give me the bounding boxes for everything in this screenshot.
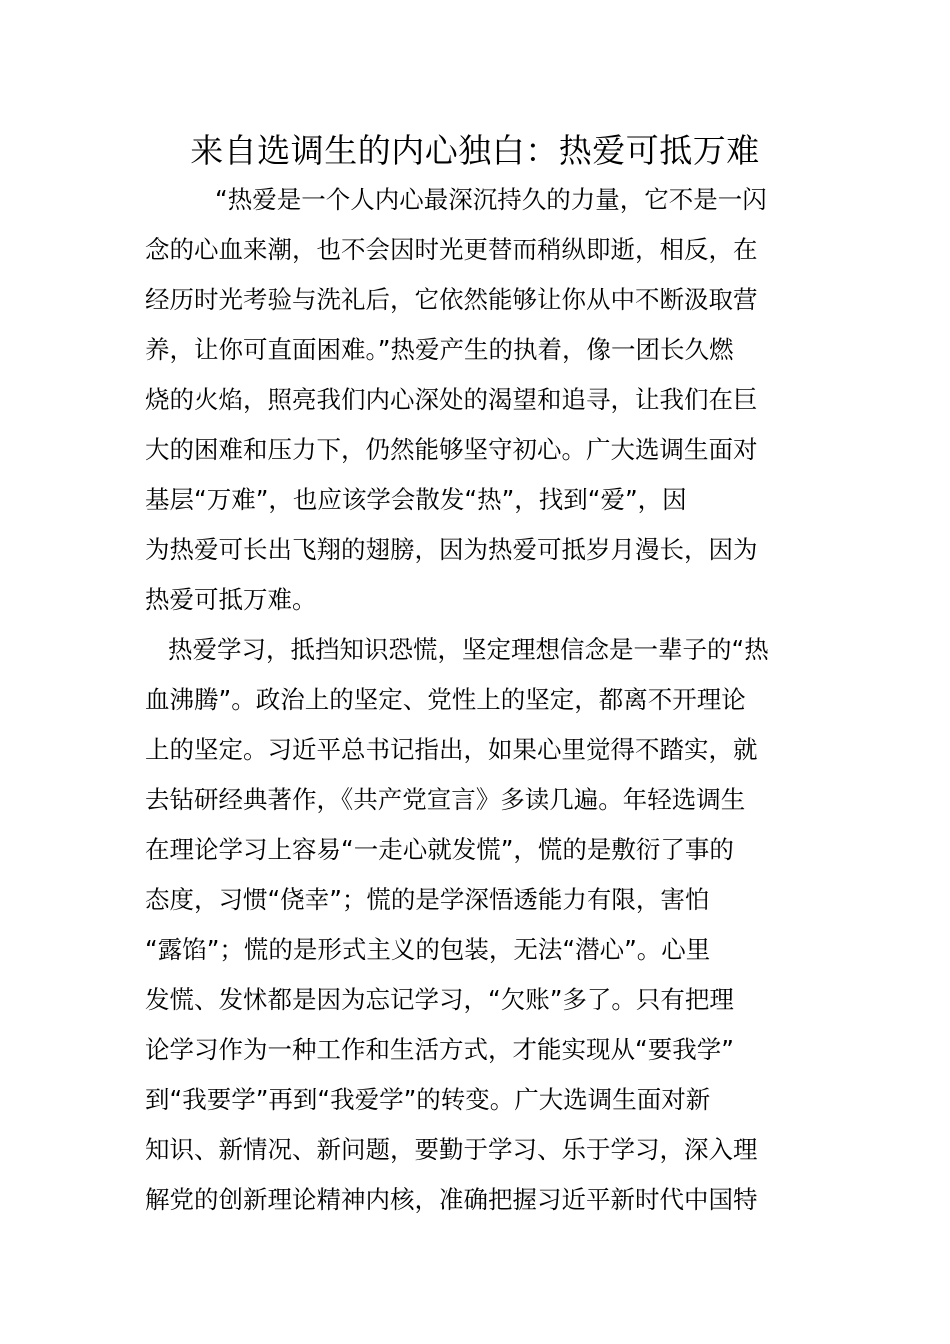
- paragraph-line: 养，让你可直面困难。”热爱产生的执着，像一团长久燃: [145, 335, 734, 364]
- paragraph-line: 知识、新情况、新问题，要勤于学习、乐于学习，深入理: [145, 1135, 758, 1164]
- paragraph-line: 去钻研经典著作，《共产党宣言》多读几遍。年轻选调生: [145, 785, 746, 814]
- paragraph-line: 念的心血来潮，也不会因时光更替而稍纵即逝，相反，在: [145, 235, 758, 264]
- paragraph-line: 上的坚定。习近平总书记指出，如果心里觉得不踏实，就: [145, 735, 758, 764]
- paragraph-line: “热爱是一个人内心最深沉持久的力量，它不是一闪: [215, 185, 767, 214]
- paragraph-line: 解党的创新理论精神内核，准确把握习近平新时代中国特: [145, 1185, 758, 1214]
- paragraph-line: 热爱学习，抵挡知识恐慌，坚定理想信念是一辈子的“热: [168, 635, 769, 664]
- paragraph-line: 发慌、发怵都是因为忘记学习，“欠账”多了。只有把理: [145, 985, 734, 1014]
- paragraph-line: 烧的火焰，照亮我们内心深处的渴望和追寻，让我们在巨: [145, 385, 758, 414]
- paragraph-line: 为热爱可长出飞翔的翅膀，因为热爱可抵岁月漫长，因为: [145, 535, 758, 564]
- paragraph-line: 基层“万难”，也应该学会散发“热”，找到“爱”，因: [145, 485, 687, 514]
- paragraph-line: 态度，习惯“侥幸”；慌的是学深悟透能力有限，害怕: [145, 885, 710, 914]
- paragraph-line: 论学习作为一种工作和生活方式，才能实现从“要我学”: [145, 1035, 734, 1064]
- paragraph-line: 大的困难和压力下，仍然能够坚守初心。广大选调生面对: [145, 435, 758, 464]
- paragraph-line: 经历时光考验与洗礼后，它依然能够让你从中不断汲取营: [145, 285, 758, 314]
- paragraph-line: 血沸腾”。政治上的坚定、党性上的坚定，都离不开理论: [145, 685, 746, 714]
- paragraph-line: 在理论学习上容易“一走心就发慌”，慌的是敷衍了事的: [145, 835, 734, 864]
- document-title: 来自选调生的内心独白：热爱可抵万难: [190, 131, 760, 170]
- paragraph-line: 到“我要学”再到“我爱学”的转变。广大选调生面对新: [145, 1085, 711, 1114]
- paragraph-line: 热爱可抵万难。: [145, 585, 317, 614]
- paragraph-line: “露馅”；慌的是形式主义的包装，无法“潜心”。心里: [145, 935, 711, 964]
